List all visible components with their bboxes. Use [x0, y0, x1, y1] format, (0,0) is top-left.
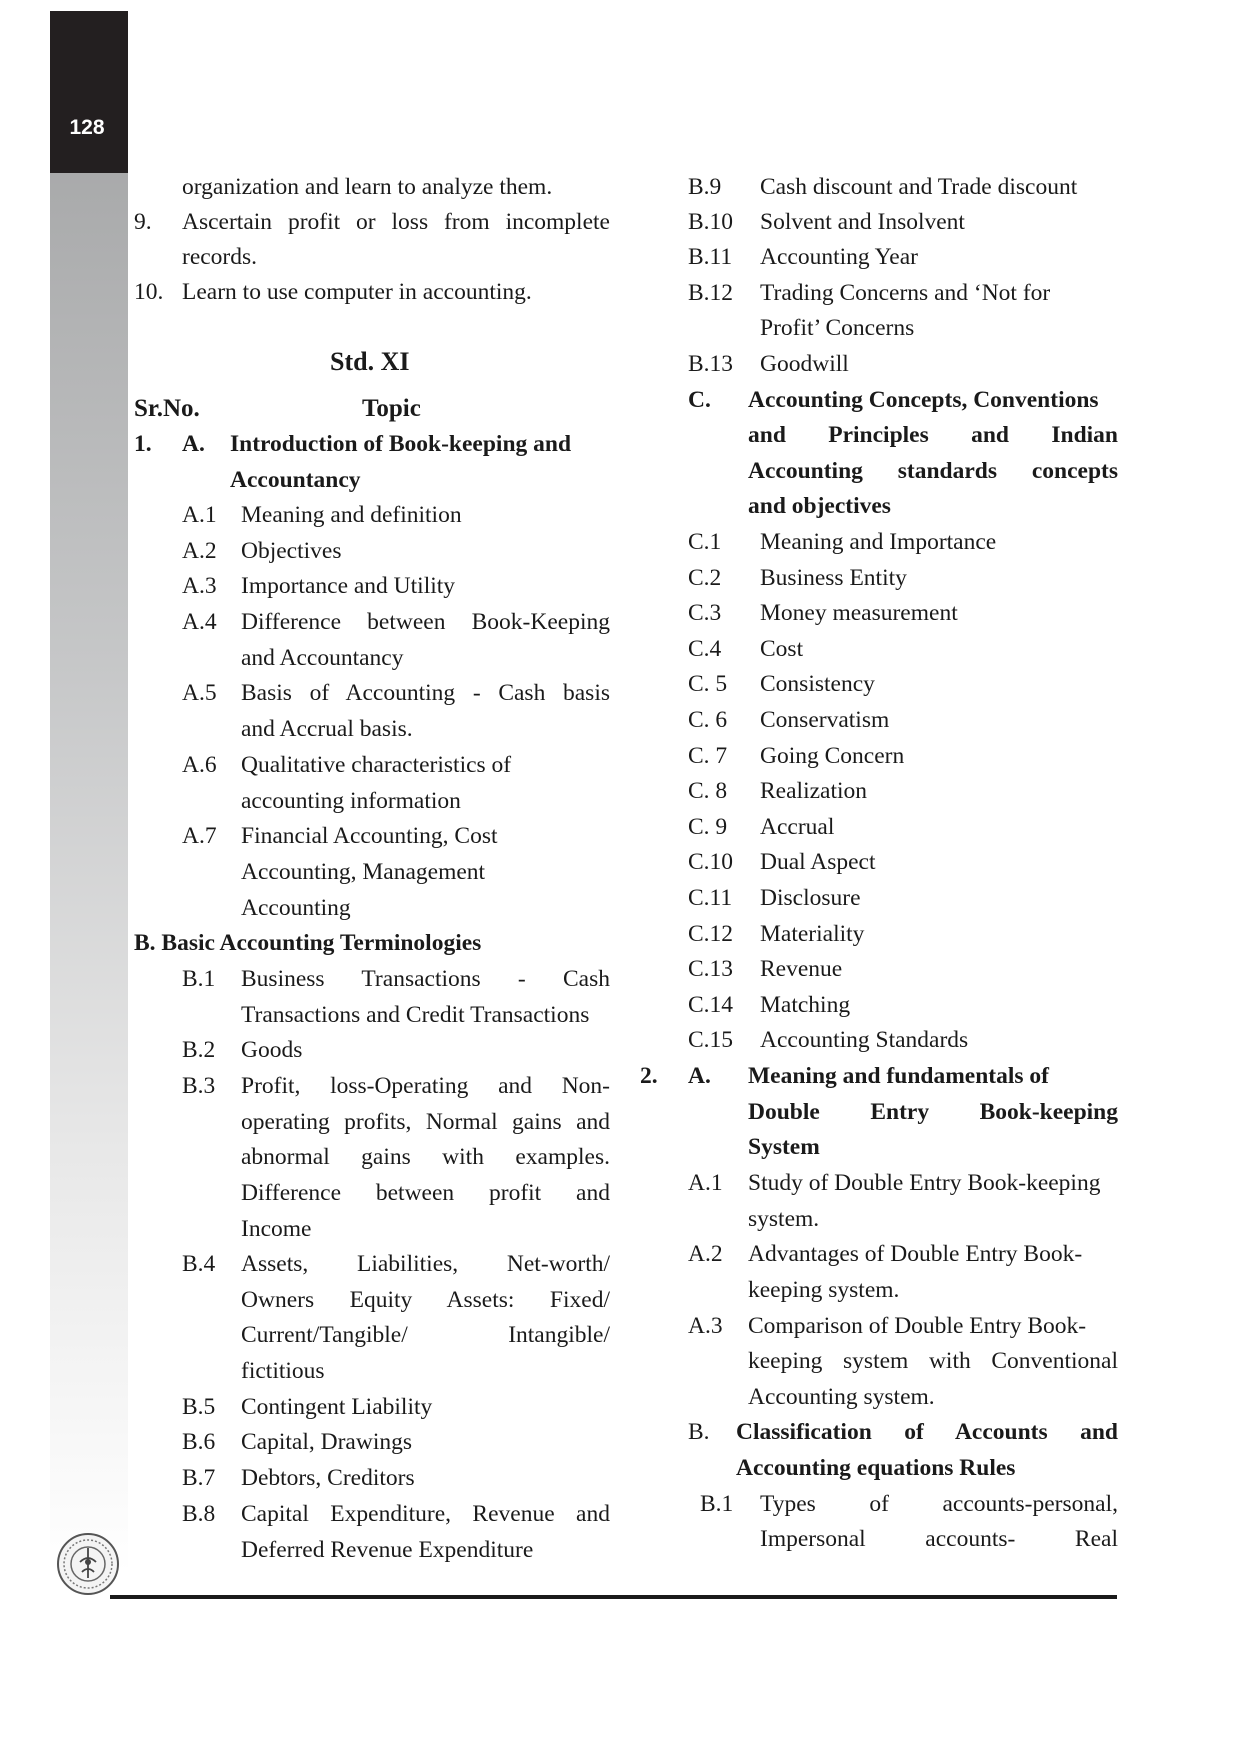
- section-title-cont: Accountancy: [230, 467, 361, 493]
- topic-text: Goodwill: [760, 351, 849, 377]
- topic-text-cont: accounting information: [241, 788, 461, 814]
- topic-text: Materiality: [760, 921, 865, 947]
- topic-text: Profit, loss-Operating and Non-: [241, 1073, 610, 1099]
- topic-code: B.5: [182, 1394, 216, 1420]
- topic-text-cont: keeping system with Conventional: [748, 1348, 1118, 1374]
- section-letter: A.: [688, 1063, 711, 1089]
- topic-text-cont: Difference between profit and: [241, 1180, 610, 1206]
- section-title-cont: Double Entry Book-keeping: [748, 1099, 1118, 1125]
- objective-text: Ascertain profit or loss from incomplete: [182, 209, 610, 235]
- topic-text-cont: system.: [748, 1206, 820, 1232]
- topic-code: B.9: [688, 174, 722, 200]
- topic-code: A.3: [182, 573, 217, 599]
- topic-text: Cost: [760, 636, 804, 662]
- topic-text: Revenue: [760, 956, 843, 982]
- topic-text: Capital, Drawings: [241, 1429, 412, 1455]
- topic-text: Advantages of Double Entry Book-: [748, 1241, 1083, 1267]
- topic-code: C. 9: [688, 814, 728, 840]
- section-title: Introduction of Book-keeping and: [230, 431, 572, 457]
- topic-text: Going Concern: [760, 743, 905, 769]
- topic-text: Objectives: [241, 538, 342, 564]
- topic-text: Assets, Liabilities, Net-worth/: [241, 1251, 610, 1277]
- topic-code: A.7: [182, 823, 217, 849]
- section-number: 2.: [640, 1063, 658, 1089]
- topic-code: C.3: [688, 600, 722, 626]
- topic-text-cont: Profit’ Concerns: [760, 315, 915, 341]
- section-letter: C.: [688, 387, 711, 413]
- section-title: Classification of Accounts and: [736, 1419, 1118, 1445]
- topic-code: A.5: [182, 680, 217, 706]
- section-title-cont: and Principles and Indian: [748, 422, 1118, 448]
- topic-text: Consistency: [760, 671, 875, 697]
- topic-code: A.3: [688, 1313, 723, 1339]
- topic-code: C.15: [688, 1027, 734, 1053]
- topic-text-cont: keeping system.: [748, 1277, 900, 1303]
- topic-text: Difference between Book-Keeping: [241, 609, 610, 635]
- topic-code: C.10: [688, 849, 734, 875]
- topic-text: Cash discount and Trade discount: [760, 174, 1078, 200]
- page-number-tab: [50, 11, 128, 173]
- section-number: 1.: [134, 431, 152, 457]
- topic-code: C. 7: [688, 743, 728, 769]
- section-letter: A.: [182, 431, 205, 457]
- topic-text: Qualitative characteristics of: [241, 752, 512, 778]
- section-title-cont: Accounting equations Rules: [736, 1455, 1016, 1481]
- topic-code: B.13: [688, 351, 734, 377]
- topic-text-cont: and Accrual basis.: [241, 716, 413, 742]
- topic-text: Disclosure: [760, 885, 861, 911]
- topic-code: C.4: [688, 636, 722, 662]
- side-gradient-band: [50, 173, 128, 1573]
- topic-text: Business Transactions - Cash: [241, 966, 610, 992]
- topic-text: Dual Aspect: [760, 849, 876, 875]
- topic-code: C.13: [688, 956, 734, 982]
- section-title: Accounting Concepts, Conventions: [748, 387, 1099, 413]
- topic-text-cont: Current/Tangible/ Intangible/: [241, 1322, 610, 1348]
- topic-text-cont: Accounting, Management: [241, 859, 486, 885]
- topic-code: C.11: [688, 885, 733, 911]
- topic-text: Debtors, Creditors: [241, 1465, 415, 1491]
- section-title-cont: and objectives: [748, 493, 891, 519]
- topic-text: Meaning and Importance: [760, 529, 997, 555]
- board-emblem-icon: [56, 1532, 120, 1596]
- page-number: 128: [69, 116, 105, 139]
- topic-code: C.14: [688, 992, 734, 1018]
- topic-text: Conservatism: [760, 707, 890, 733]
- topic-code: B.1: [700, 1491, 734, 1517]
- topic-text: Contingent Liability: [241, 1394, 433, 1420]
- topic-text: Accounting Standards: [760, 1027, 969, 1053]
- topic-code: A.2: [688, 1241, 723, 1267]
- objective-text: Learn to use computer in accounting.: [182, 279, 532, 305]
- topic-text-cont: Impersonal accounts- Real: [760, 1526, 1118, 1552]
- topic-text: Comparison of Double Entry Book-: [748, 1313, 1087, 1339]
- subsection-title: B. Basic Accounting Terminologies: [134, 930, 482, 956]
- topic-code: B.6: [182, 1429, 216, 1455]
- topic-text-cont: Income: [241, 1216, 312, 1242]
- topic-code: A.6: [182, 752, 217, 778]
- topic-code: C. 8: [688, 778, 728, 804]
- topic-text: Accounting Year: [760, 244, 918, 270]
- topic-text: Meaning and definition: [241, 502, 462, 528]
- topic-text-cont: Deferred Revenue Expenditure: [241, 1537, 534, 1563]
- objective-continuation: organization and learn to analyze them.: [182, 174, 553, 200]
- topic-code: C.1: [688, 529, 722, 555]
- topic-text: Capital Expenditure, Revenue and: [241, 1501, 610, 1527]
- topic-text-cont: Transactions and Credit Transactions: [241, 1002, 590, 1028]
- topic-code: A.1: [182, 502, 217, 528]
- topic-text: Study of Double Entry Book-keeping: [748, 1170, 1101, 1196]
- topic-code: C.12: [688, 921, 734, 947]
- objective-number: 9.: [134, 209, 152, 235]
- topic-code: A.1: [688, 1170, 723, 1196]
- section-title: Meaning and fundamentals of: [748, 1063, 1049, 1089]
- topic-text: Solvent and Insolvent: [760, 209, 965, 235]
- topic-text-cont: Accounting: [241, 895, 351, 921]
- topic-code: B.7: [182, 1465, 216, 1491]
- std-heading: Std. XI: [330, 347, 410, 376]
- topic-text-cont: abnormal gains with examples.: [241, 1144, 610, 1170]
- topic-code: B.3: [182, 1073, 216, 1099]
- topic-text: Realization: [760, 778, 868, 804]
- section-title-cont: Accounting standards concepts: [748, 458, 1118, 484]
- topic-text: Trading Concerns and ‘Not for: [760, 280, 1051, 306]
- topic-code: B.10: [688, 209, 734, 235]
- topic-text: Matching: [760, 992, 851, 1018]
- topic-text: Goods: [241, 1037, 303, 1063]
- topic-text: Business Entity: [760, 565, 907, 591]
- topic-code: B.11: [688, 244, 733, 270]
- column-header-srno: Sr.No.: [134, 395, 200, 422]
- topic-text: Accrual: [760, 814, 835, 840]
- bottom-rule: [110, 1595, 1117, 1599]
- column-header-topic: Topic: [362, 395, 421, 422]
- topic-text: Basis of Accounting - Cash basis: [241, 680, 610, 706]
- objective-text-cont: records.: [182, 244, 258, 270]
- topic-code: B.1: [182, 966, 216, 992]
- topic-code: C. 5: [688, 671, 728, 697]
- topic-code: C. 6: [688, 707, 728, 733]
- topic-text: Importance and Utility: [241, 573, 456, 599]
- objective-number: 10.: [134, 279, 164, 305]
- topic-text: Money measurement: [760, 600, 958, 626]
- topic-code: A.2: [182, 538, 217, 564]
- topic-text: Types of accounts-personal,: [760, 1491, 1118, 1517]
- topic-text-cont: Owners Equity Assets: Fixed/: [241, 1287, 610, 1313]
- topic-code: C.2: [688, 565, 722, 591]
- topic-text-cont: Accounting system.: [748, 1384, 935, 1410]
- topic-text: Financial Accounting, Cost: [241, 823, 498, 849]
- topic-code: B.12: [688, 280, 734, 306]
- topic-code: B.2: [182, 1037, 216, 1063]
- topic-code: A.4: [182, 609, 217, 635]
- topic-text-cont: fictitious: [241, 1358, 325, 1384]
- topic-code: B.4: [182, 1251, 216, 1277]
- topic-code: B.8: [182, 1501, 216, 1527]
- topic-text-cont: operating profits, Normal gains and: [241, 1109, 610, 1135]
- section-letter: B.: [688, 1419, 710, 1445]
- section-title-cont: System: [748, 1134, 820, 1160]
- topic-text-cont: and Accountancy: [241, 645, 404, 671]
